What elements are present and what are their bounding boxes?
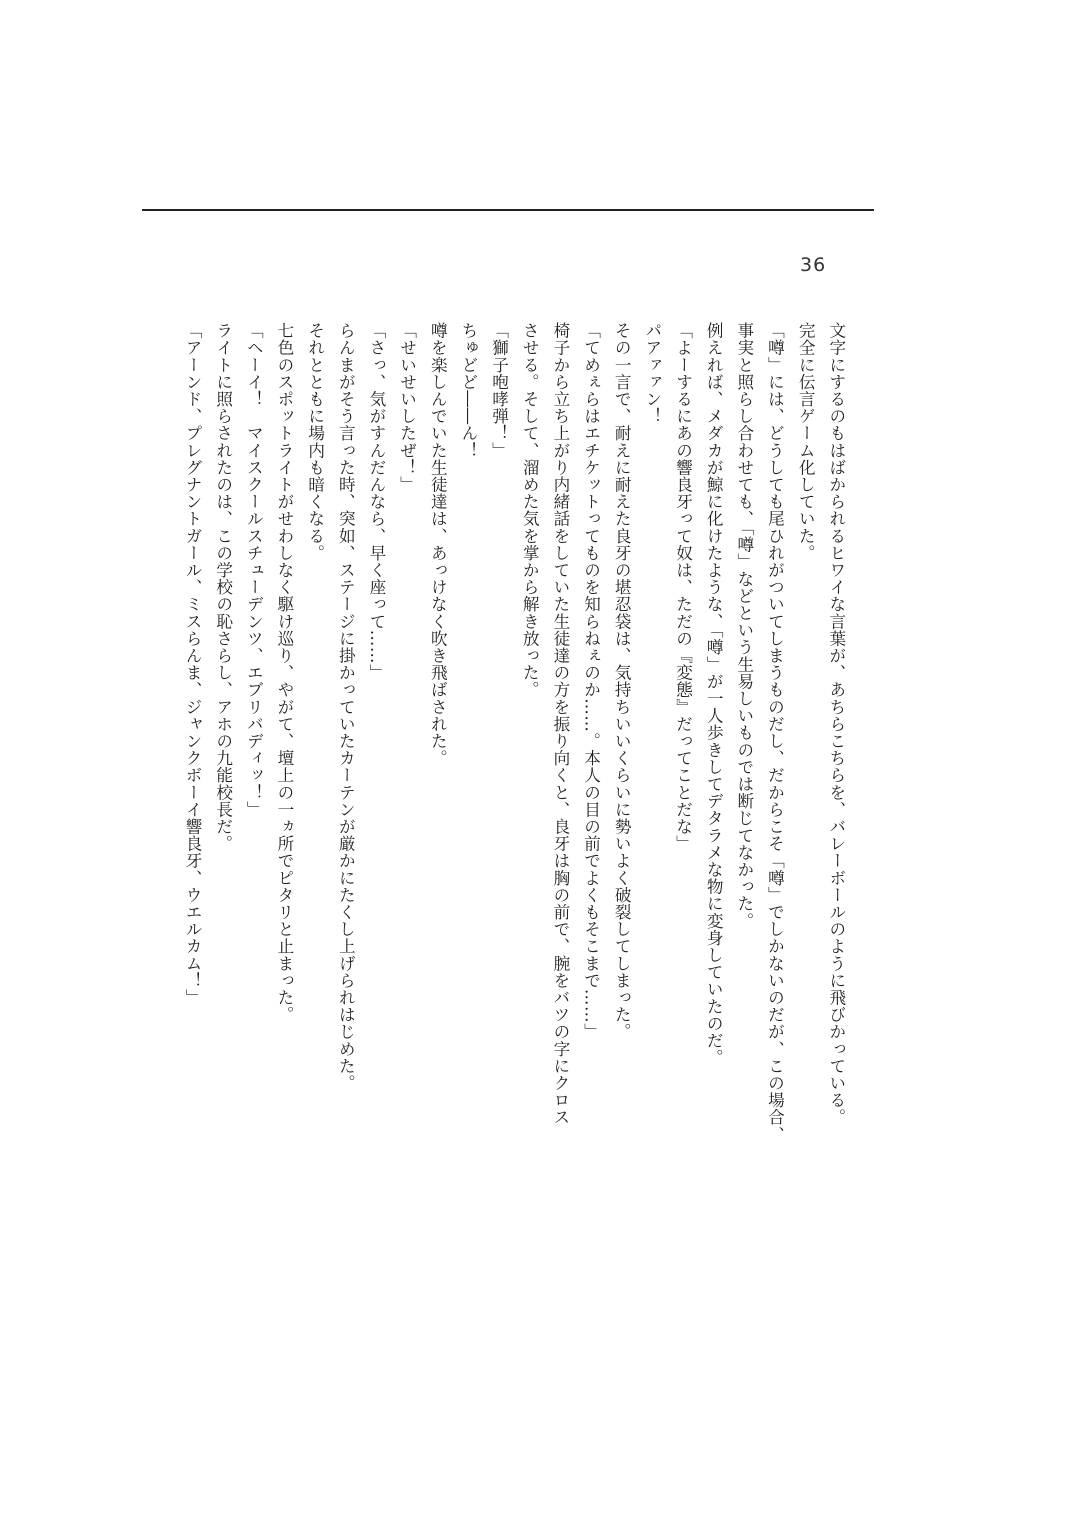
- text-line: パアァァン！: [642, 322, 662, 425]
- text-line: 「噂」には、どうしても尾ひれがついてしまうものだし、だからこそ「噂」でしかないのだが、この場合、: [765, 322, 785, 1143]
- text-line: 「アーンド、プレグナントガール、ミスらんま、ジャンクボーイ響良牙、ウエルカム！」: [183, 322, 202, 1006]
- text-line: ライトに照らされたのは、この学校の恥さらし、アホの九能校長だ。: [213, 322, 233, 853]
- text-line: 「さっ、気がすんだんなら、早く座って……」: [366, 322, 386, 682]
- text-line: 噂を楽しんでいた生徒達は、あっけなく吹き飛ばされた。: [428, 322, 448, 767]
- text-line: 完全に伝言ゲーム化していた。: [796, 322, 816, 562]
- text-line: ちゅどど――ん！: [458, 322, 478, 459]
- text-line: その一言で、耐えに耐えた良牙の堪忍袋は、気持ちいいくらいに勢いよく破裂してしまった。: [612, 322, 632, 1041]
- text-line: 七色のスポットライトがせわしなく駆け巡り、やがて、壇上の一ヵ所でピタリと止まった。: [274, 322, 294, 1024]
- text-line: 「よーするにあの響良牙って奴は、ただの『変態』だってことだな」: [673, 322, 693, 853]
- text-line: 椅子から立ち上がり内緒話をしていた生徒達の方を振り向くと、良牙は胸の前で、腕をバツの字にクロス: [550, 322, 570, 1126]
- text-line: 文字にするのもはばかられるヒワイな言葉が、あちらこちらを、バレーボールのように飛びかっている。: [826, 322, 846, 1126]
- text-line: 例えれば、メダカが鯨に化けたような、「噂」が一人歩きしてデタラメな物に変身していたのだ。: [704, 322, 724, 1067]
- text-line: 「ヘーイ！ マイスクールスチューデンツ、エブリバディッ！」: [244, 322, 264, 818]
- text-line: 「獅子咆哮弾！」: [489, 322, 509, 459]
- page-number: 36: [800, 254, 827, 276]
- text-line: それとともに場内も暗くなる。: [305, 322, 325, 562]
- text-line: らんまがそう言った時、突如、ステージに掛かっていたカーテンが厳かにたくし上げられはじめた。: [336, 322, 356, 1092]
- text-line: させる。そして、溜めた気を掌から解き放った。: [520, 322, 540, 699]
- text-line: 「てめぇらはエチケットってものを知らねぇのか……。本人の目の前でよくもそこまで……」: [581, 322, 601, 1041]
- text-line: 「せいせいしたぜ！」: [397, 322, 417, 493]
- text-line: 事実と照らし合わせても、「噂」などという生易しいものでは断じてなかった。: [734, 322, 754, 930]
- header-rule: [142, 209, 874, 211]
- vertical-text-body: [182, 322, 846, 1182]
